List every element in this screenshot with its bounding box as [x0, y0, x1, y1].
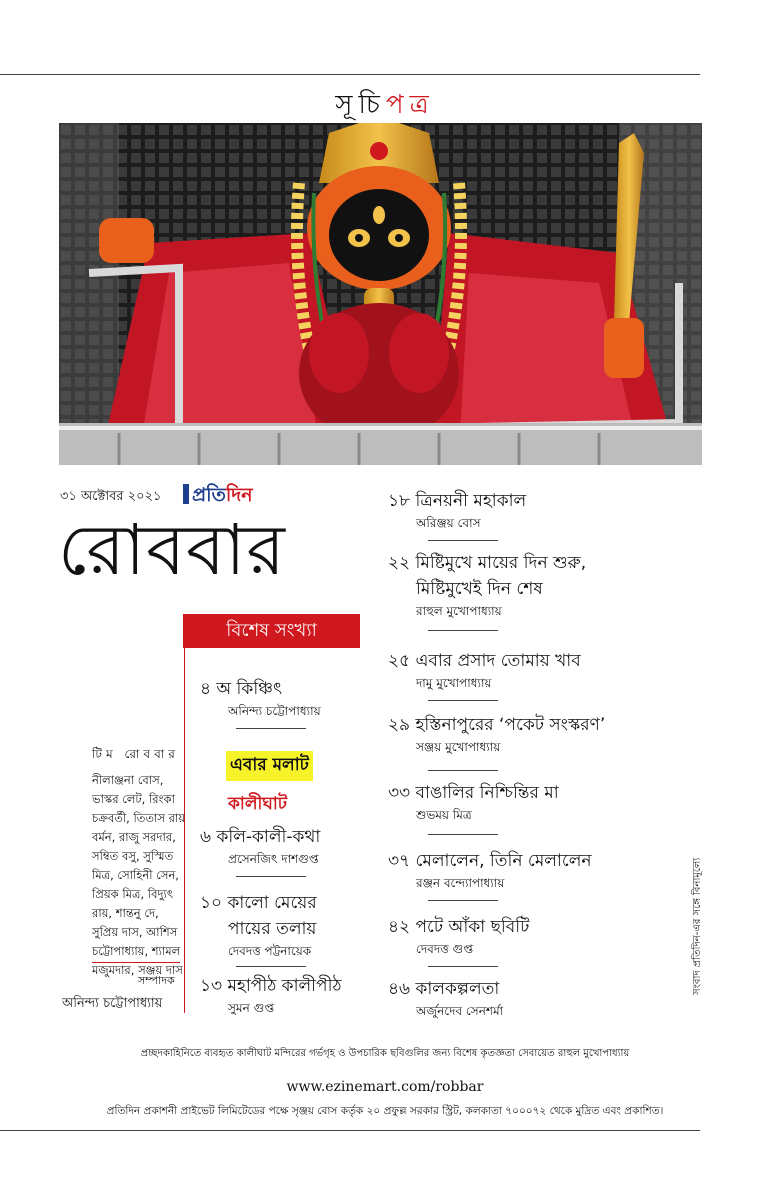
photo-credit: প্রচ্ছদকাহিনিতে ব্যবহৃত কালীঘাট মন্দিরের গর্ভগৃহ ও উপচারিক ছবিগুলির জন্য বিশেষ কৃতজ্ঞতা সেবায়েত রাহুল মুখোপাধ্যায় [140, 1048, 630, 1059]
entry-separator [428, 900, 498, 901]
entry-title-line2: মিষ্টিমুখেই দিন শেষ [416, 579, 543, 599]
special-issue-banner: বিশেষ সংখ্যা [183, 614, 360, 648]
entry-separator [428, 700, 498, 701]
entry-title: ৪২ পটে আঁকা ছবিটি [388, 917, 530, 937]
entry-title: ২৯ হস্তিনাপুরের ‘পকেট সংস্করণ’ [388, 715, 606, 735]
entry-author: প্রসেনজিৎ দাশগুপ্ত [228, 852, 319, 866]
entry-author: অনিন্দ্য চট্টোপাধ্যায় [228, 704, 321, 718]
contents-entry [388, 550, 586, 620]
entry-title: ৩৩ বাঙালির নিশ্চিন্তির মা [388, 783, 559, 803]
team-heading: টিম রোববার [92, 747, 179, 761]
entry-separator [428, 540, 498, 541]
entry-author: দামু মুখোপাধ্যায় [416, 676, 492, 690]
brand-logo: প্রতিদিন [183, 481, 253, 513]
team-separator [92, 962, 180, 963]
website-url: www.ezinemart.com/robbar [286, 1079, 484, 1095]
entry-author: অর্জুনদেব সেনশর্মা [416, 1004, 504, 1018]
contents-entry [200, 890, 317, 960]
imprint-line: প্রতিদিন প্রকাশনী প্রাইভেট লিমিটেডের পক্ষে সৃঞ্জয় বোস কর্তৃক ২০ প্রফুল্ল সরকার স্ট্রিট, কলকাতা ৭০০০৭২ থেকে মুদ্রিত এবং প্রকাশিত। [106, 1105, 664, 1117]
contents-entry [388, 712, 605, 756]
entry-author: সুমন গুপ্ত [228, 1001, 275, 1015]
entry-title: ১৮ ত্রিনয়নী মহাকাল [388, 491, 527, 511]
entry-author: দেবদত্ত গুপ্ত [416, 942, 474, 956]
entry-separator [428, 770, 498, 771]
entry-title: ৪৬ কালকল্পলতা [388, 979, 500, 999]
entry-title: ৪ অ কিঞ্চিৎ [200, 679, 283, 699]
entry-separator [236, 876, 306, 877]
entry-title: ১৩ মহাপীঠ কালীপীঠ [200, 976, 342, 996]
team-names: নীলাঞ্জনা বোস, ভাস্কর লেট, রিংকা চক্রবর্তী, তিতাস রায় বর্মন, রাজু সরদার, সম্বিত বসু, সুস্মিত মিত্র, সোহিনী সেন, প্রিয়ক মিত্র, বিদ্যুৎ রায়, শান্তনু দে, সুপ্রিয় দাস, আশিস চট্টোপাধ্যায়, শ্যামল মজুমদার, সঞ্জয় দাস [92, 773, 186, 977]
contents-entry [388, 848, 592, 892]
contents-entry [388, 648, 581, 692]
cover-photo-kali [59, 123, 702, 465]
contents-entry [200, 824, 320, 868]
magazine-name: রোববার [58, 509, 286, 591]
cover-story-place: কালীঘাট [228, 794, 288, 814]
entry-title: ৬ কলি-কালী-কথা [200, 827, 321, 847]
entry-separator [236, 966, 306, 967]
entry-separator [428, 966, 498, 967]
contents-entry [388, 780, 559, 824]
entry-title: ২৫ এবার প্রসাদ তোমায় খাব [388, 651, 581, 671]
contents-entry [200, 676, 321, 720]
entry-title: ৩৭ মেলালেন, তিনি মেলালেন [388, 851, 592, 871]
side-credit: সংবাদ প্রতিদিন-এর সঙ্গে বিনামূল্যে [692, 857, 703, 995]
editor-label: সম্পাদক [138, 974, 175, 987]
top-rule [0, 74, 700, 75]
entry-separator [236, 728, 306, 729]
entry-author: রঞ্জন বন্দ্যোপাধ্যায় [416, 876, 505, 890]
editor-name: অনিন্দ্য চট্টোপাধ্যায় [62, 996, 163, 1011]
entry-title: ১০ কালো মেয়ের [200, 893, 317, 913]
entry-separator [428, 834, 498, 835]
entry-author: দেবদত্ত পট্টনায়েক [228, 944, 312, 958]
contents-entry [200, 973, 342, 1017]
entry-author: রাহুল মুখোপাধ্যায় [416, 604, 502, 618]
entry-separator [428, 630, 498, 631]
entry-title: ২২ মিষ্টিমুখে মায়ের দিন শুরু, [388, 553, 587, 573]
contents-entry [388, 976, 503, 1020]
contents-entry [388, 914, 529, 958]
contents-entry [388, 488, 526, 532]
page-title: সূচিপত্র [335, 90, 435, 120]
entry-title-line2: পায়ের তলায় [228, 919, 317, 939]
issue-date: ৩১ অক্টোবর ২০২১ [60, 489, 162, 504]
entry-author: শুভময় মিত্র [416, 808, 472, 822]
entry-author: সঞ্জয় মুখোপাধ্যায় [416, 740, 501, 754]
bottom-rule [0, 1130, 700, 1131]
cover-story-tag: এবার মলাট [226, 751, 313, 781]
entry-author: অরিঞ্জয় বোস [416, 516, 481, 530]
